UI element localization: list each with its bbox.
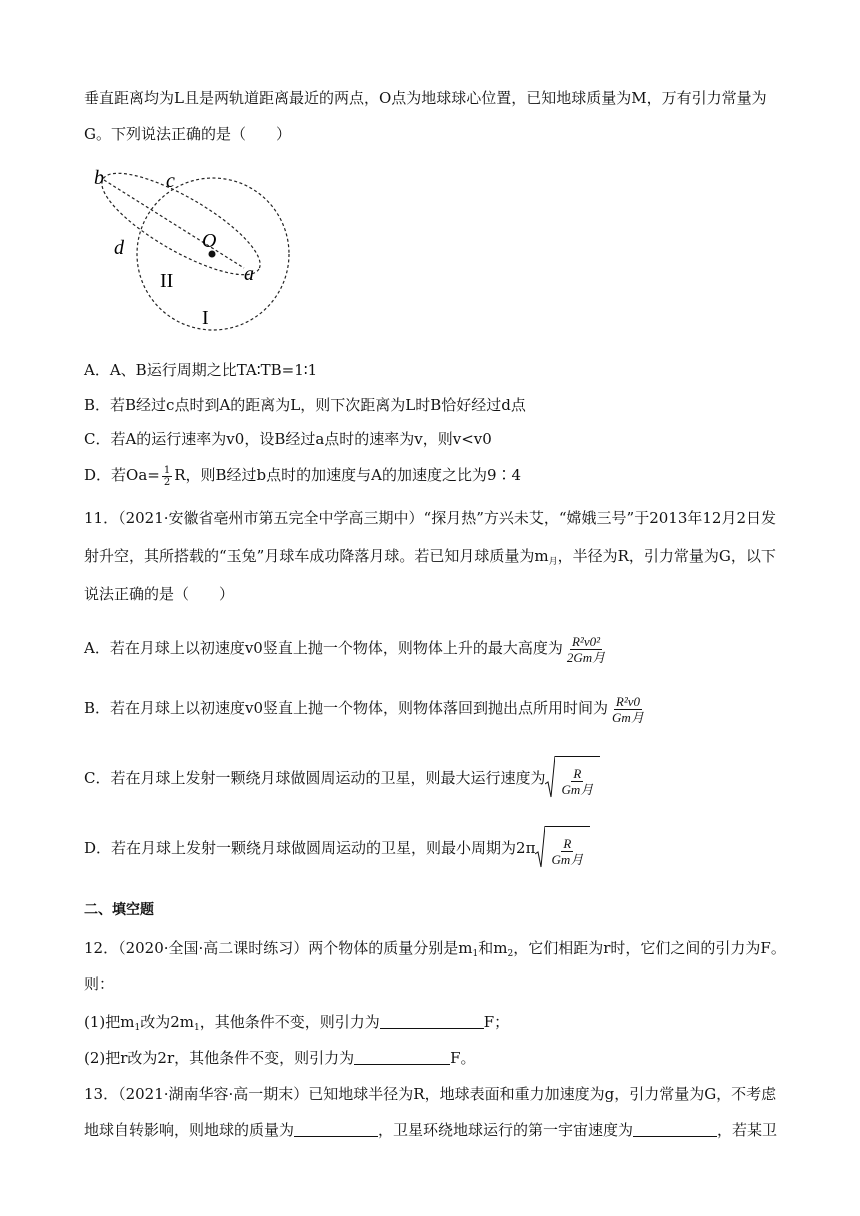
fraction-denominator: Gm月 (612, 709, 644, 725)
q13-stem-line2 (84, 1120, 777, 1140)
q11-stem-line2-post: ，半径为R，引力常量为G，以下 (557, 547, 776, 565)
q12-stem-mid: 和m (478, 939, 508, 957)
q12-part1-end: F； (483, 1013, 510, 1031)
q11-stem-line3: 说法正确的是（ ） (84, 585, 235, 603)
subscript-2: 2 (507, 949, 514, 959)
q12-part2 (84, 1048, 476, 1068)
q10-stem-line2: G。下列说法正确的是（ ） (84, 125, 291, 143)
fraction-numerator: R²v0 (615, 693, 640, 709)
q11-option-a-text: A．若在月球上以初速度v0竖直上抛一个物体，则物体上升的最大高度为 (84, 639, 563, 657)
q11-option-c (84, 756, 600, 802)
q11-option-d (84, 826, 590, 872)
q11-option-d-sqrt (535, 826, 590, 872)
label-d: d (114, 237, 124, 259)
answer-blank[interactable] (294, 1121, 378, 1137)
major-axis-line (104, 180, 244, 268)
q11-option-a-fraction (565, 634, 607, 665)
q12-part1-pre: (1)把m (84, 1013, 135, 1031)
fraction-numerator: 1 (163, 464, 171, 476)
q11-stem-line2 (84, 546, 776, 572)
label-c: c (166, 170, 175, 192)
q13-stem-pre: 地球自转影响，则地球的质量为 (84, 1121, 295, 1139)
section-title: 二、填空题 (84, 902, 154, 918)
answer-blank[interactable] (380, 1013, 484, 1029)
q11-option-b-fraction (610, 694, 646, 725)
q11-stem-line2-pre: 射升空，其所搭载的“玉兔”月球车成功降落月球。若已知月球质量为m (84, 547, 549, 565)
radical-sign (545, 756, 555, 798)
answer-blank[interactable] (354, 1049, 450, 1065)
q13-stem-mid: ，卫星环绕地球运行的第一宇宙速度为 (378, 1121, 634, 1139)
q13-stem-line1: 13．（2021·湖南华容·高一期末）已知地球半径为R，地球表面和重力加速度为g，引力常量为G，不考虑 (84, 1085, 777, 1103)
q10-stem-line1: 垂直距离均为L且是两轨道距离最近的两点，O点为地球球心位置，已知地球质量为M，万有引力常量为 (84, 89, 767, 107)
q12-part1-post: ，其他条件不变，则引力为 (199, 1013, 380, 1031)
label-a: a (244, 263, 254, 285)
q12-part1 (84, 1012, 509, 1038)
q12-part2-pre: (2)把r改为2r，其他条件不变，则引力为 (84, 1049, 355, 1067)
q11-option-b (84, 688, 648, 728)
q12-part1-mid: 改为2m (140, 1013, 194, 1031)
subscript-1: 1 (472, 949, 479, 959)
q11-option-d-fraction (549, 836, 585, 867)
q11-stem-line1: 11．（2021·安徽省亳州市第五完全中学高三期中）“探月热”方兴未艾，“嫦娥三号”于2013年12月2日发 (84, 509, 777, 527)
q11-option-d-text: D．若在月球上发射一颗绕月球做圆周运动的卫星，则最小周期为2π (84, 839, 536, 857)
q10-option-d-post: R，则B经过b点时的加速度与A的加速度之比为9∶4 (174, 466, 522, 484)
subscript-1: 1 (134, 1023, 141, 1033)
fraction-denominator: 2 (163, 476, 171, 488)
fraction-numerator: R (563, 835, 572, 851)
q11-option-a (84, 628, 609, 668)
q11-option-c-sqrt (545, 756, 600, 802)
q13-stem-post: ，若某卫 (717, 1121, 778, 1139)
label-I: I (202, 307, 209, 329)
fraction-denominator: Gm月 (551, 851, 584, 867)
orbit-diagram (84, 160, 304, 338)
fraction-numerator: R (573, 765, 582, 781)
answer-blank[interactable] (633, 1121, 717, 1137)
label-O: O (202, 230, 217, 252)
moon-subscript: 月 (548, 557, 558, 567)
fraction-denominator: Gm月 (561, 781, 594, 797)
q10-option-c: C．若A的运行速率为v0，设B经过a点时的速率为v，则v<v0 (84, 430, 492, 448)
fraction-numerator: R²v0² (571, 633, 600, 649)
q12-stem-pre: 12．（2020·全国·高二课时练习）两个物体的质量分别是m (84, 939, 473, 957)
q10-option-d (84, 462, 521, 488)
q11-option-c-fraction (559, 766, 595, 797)
fraction-denominator: 2Gm月 (566, 649, 606, 665)
q10-option-a: A．A、B运行周期之比TA∶TB=1∶1 (84, 361, 318, 379)
q11-option-c-text: C．若在月球上发射一颗绕月球做圆周运动的卫星，则最大运行速度为 (84, 769, 546, 787)
q12-stem-line1 (84, 938, 786, 964)
q10-option-d-fraction (162, 465, 172, 488)
q10-option-d-pre: D．若Oa= (84, 466, 160, 484)
q11-option-b-text: B．若在月球上以初速度v0竖直上抛一个物体，则物体落回到抛出点所用时间为 (84, 699, 609, 717)
radical-sign (535, 826, 545, 868)
label-b: b (94, 167, 104, 189)
q10-option-b: B．若B经过c点时到A的距离为L，则下次距离为L时B恰好经过d点 (84, 396, 526, 414)
q12-part2-end: F。 (450, 1049, 476, 1067)
q12-stem-line2: 则： (84, 975, 115, 993)
label-II: II (160, 270, 174, 292)
q12-stem-post: ，它们相距为r时，它们之间的引力为F。 (513, 939, 786, 957)
subscript-1: 1 (194, 1023, 200, 1033)
